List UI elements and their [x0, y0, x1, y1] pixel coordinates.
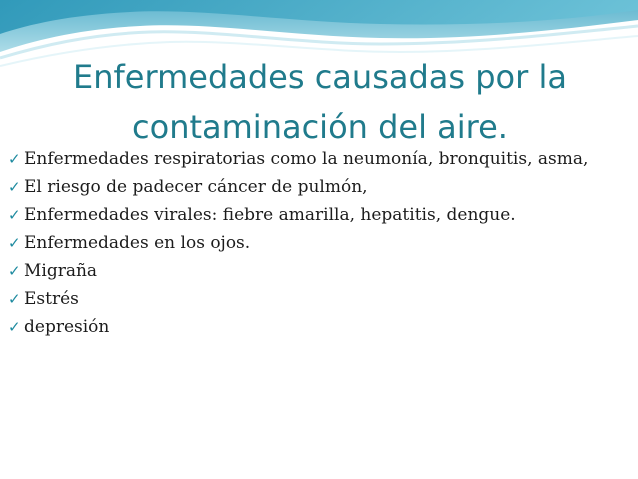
check-icon: ✓ [8, 290, 21, 308]
check-icon: ✓ [8, 234, 21, 252]
slide-title: Enfermedades causadas por la contaminación del aire. [73, 58, 567, 146]
bullet-item-stress [8, 286, 608, 312]
bullet-text: depresión [24, 317, 110, 337]
bullet-item-respiratory [8, 146, 608, 172]
check-icon: ✓ [8, 206, 21, 224]
check-icon: ✓ [8, 150, 21, 168]
bullet-item-depression [8, 314, 608, 340]
check-icon: ✓ [8, 262, 21, 280]
bullet-item-cancer [8, 174, 608, 200]
bullet-text: Estrés [24, 289, 79, 309]
bullet-text: Enfermedades virales: fiebre amarilla, hepatitis, dengue. [24, 205, 516, 225]
bullet-text: Enfermedades en los ojos. [24, 233, 251, 253]
bullet-item-viral [8, 202, 608, 228]
check-icon: ✓ [8, 318, 21, 336]
bullet-text: Enfermedades respiratorias como la neumonía, bronquitis, asma, [24, 149, 589, 169]
bullet-item-migraine [8, 258, 608, 284]
bullet-item-eyes [8, 230, 608, 256]
bullet-text: Migraña [24, 261, 98, 281]
check-icon: ✓ [8, 178, 21, 196]
bullet-text: El riesgo de padecer cáncer de pulmón, [24, 177, 368, 197]
bullet-list [8, 146, 608, 342]
